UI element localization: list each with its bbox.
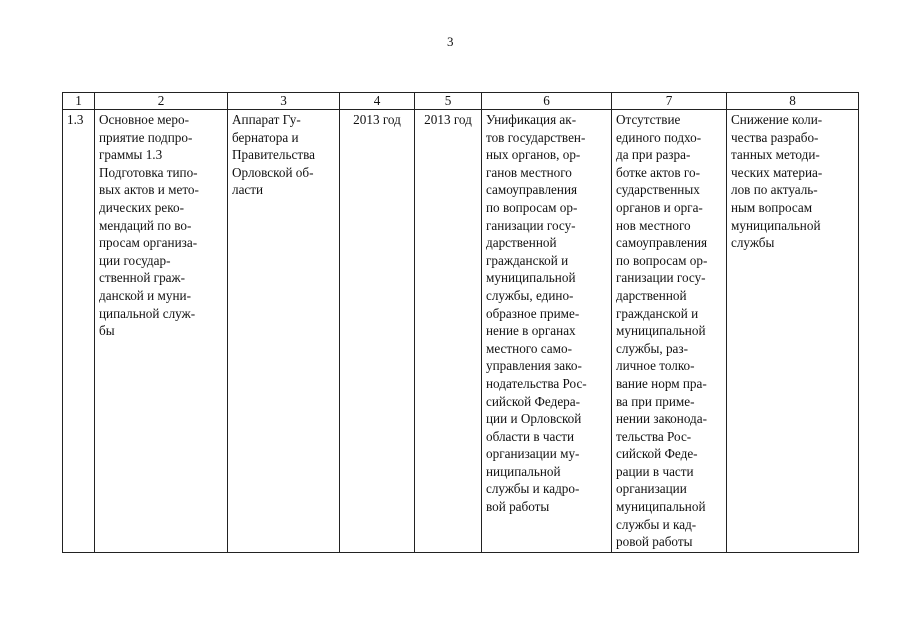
table-row (63, 110, 859, 553)
header-row (63, 93, 859, 110)
header-cell-3: 3 (228, 93, 340, 110)
header-cell-4: 4 (340, 93, 415, 110)
indicator-cell: Снижение коли- чества разрабо- танных методи- ческих материа- лов по актуаль- ным вопросам муниципальной службы (727, 110, 859, 553)
header-cell-8: 8 (727, 93, 859, 110)
measure-cell: Основное меро- приятие подпро- граммы 1.3 Подготовка типо- вых актов и мето- дических реко- мендаций по во- просам организа- ции государ- ственной граж- данской и муни- ципальной служ- бы (95, 110, 228, 553)
header-cell-7: 7 (612, 93, 727, 110)
program-table (62, 92, 859, 553)
start-year-cell: 2013 год (340, 110, 415, 553)
page-number: 3 (447, 34, 454, 49)
expected-result-cell: Унификация ак- тов государствен- ных органов, ор- ганов местного самоуправления по вопросам ор- ганизации госу- дарственной гражданской и муниципальной службы, едино- образное приме- нение в органах местного само- управления зако- нодательства Рос- сийской Федера- ции и Орловской области в части организации му- ниципальной службы и кадро- вой работы (482, 110, 612, 553)
header-cell-1: 1 (63, 93, 95, 110)
header-cell-5: 5 (415, 93, 482, 110)
header-cell-6: 6 (482, 93, 612, 110)
header-cell-2: 2 (95, 93, 228, 110)
row-number-cell: 1.3 (63, 110, 95, 553)
consequences-cell: Отсутствие единого подхо- да при разра- ботке актов го- сударственных органов и орга- нов местного самоуправления по вопросам ор- ганизации госу- дарственной гражданской и муниципальной службы, раз- личное толко- вание норм пра- ва при приме- нении законода- тельства Рос- сийской Феде- рации в части организации муниципальной службы и кад- ровой работы (612, 110, 727, 553)
end-year-cell: 2013 год (415, 110, 482, 553)
executor-cell: Аппарат Гу- бернатора и Правительства Орловской об- ласти (228, 110, 340, 553)
